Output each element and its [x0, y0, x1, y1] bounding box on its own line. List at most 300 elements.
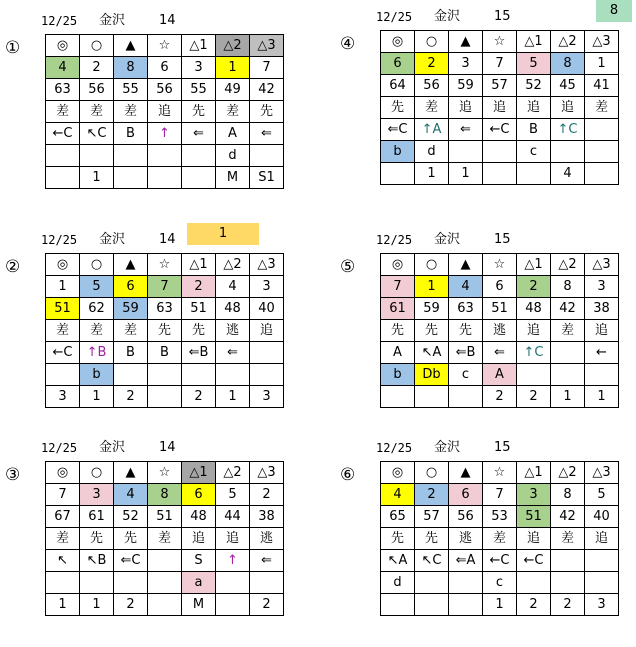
grid-cell — [517, 364, 551, 386]
grid-cell: 追 — [182, 528, 216, 550]
grid-cell: △1 — [517, 254, 551, 276]
grid-cell: △3 — [585, 254, 619, 276]
grid-cell: ☆ — [148, 35, 182, 57]
grid-cell: △2 — [551, 254, 585, 276]
grid-cell: ☆ — [148, 462, 182, 484]
grid-cell: 3 — [449, 53, 483, 75]
grid-cell: 52 — [114, 506, 148, 528]
grid-cell: d — [415, 141, 449, 163]
horse-grid — [45, 461, 284, 616]
grid-cell — [585, 119, 619, 141]
grid-cell — [449, 572, 483, 594]
score-row — [381, 506, 619, 528]
note-row — [381, 141, 619, 163]
grid-cell: 4 — [551, 163, 585, 185]
race-date: 12/25 — [376, 10, 413, 24]
grid-cell — [114, 167, 148, 189]
mark-row — [46, 462, 284, 484]
grid-cell: ○ — [80, 462, 114, 484]
grid-cell: ◎ — [46, 35, 80, 57]
style-row — [46, 528, 284, 550]
style-row — [381, 528, 619, 550]
result-row — [46, 167, 284, 189]
grid-cell: 38 — [585, 298, 619, 320]
grid-cell — [250, 572, 284, 594]
grid-cell: 63 — [148, 298, 182, 320]
score-row — [381, 298, 619, 320]
grid-cell: 先 — [250, 101, 284, 123]
grid-cell: ↑B — [80, 342, 114, 364]
grid-cell: 56 — [80, 79, 114, 101]
grid-cell: ↖C — [80, 123, 114, 145]
grid-cell: M — [182, 594, 216, 616]
race-date: 12/25 — [41, 233, 78, 247]
grid-cell: ▲ — [114, 462, 148, 484]
grid-cell — [449, 594, 483, 616]
grid-cell: M — [216, 167, 250, 189]
grid-cell: 2 — [517, 386, 551, 408]
mark-row — [46, 254, 284, 276]
grid-cell: △1 — [182, 254, 216, 276]
grid-cell: B — [148, 342, 182, 364]
note-row — [46, 572, 284, 594]
grid-cell: 51 — [182, 298, 216, 320]
grid-cell: 差 — [216, 101, 250, 123]
grid-cell: 5 — [585, 484, 619, 506]
grid-cell: 48 — [182, 506, 216, 528]
grid-cell: 逃 — [449, 528, 483, 550]
grid-cell: 差 — [551, 528, 585, 550]
result-row — [46, 594, 284, 616]
grid-cell: ←C — [483, 550, 517, 572]
grid-cell: B — [517, 119, 551, 141]
grid-cell — [250, 364, 284, 386]
grid-cell: 差 — [46, 320, 80, 342]
position-row — [46, 123, 284, 145]
grid-cell: ▲ — [449, 254, 483, 276]
grid-cell: 先 — [182, 320, 216, 342]
grid-cell: ↑C — [517, 342, 551, 364]
grid-cell: 先 — [114, 528, 148, 550]
grid-cell — [216, 572, 250, 594]
grid-cell: 4 — [46, 57, 80, 79]
grid-cell — [80, 572, 114, 594]
mark-row — [381, 254, 619, 276]
grid-cell: 4 — [216, 276, 250, 298]
grid-cell: ▲ — [114, 35, 148, 57]
grid-cell: S1 — [250, 167, 284, 189]
note-row — [46, 145, 284, 167]
grid-cell: 7 — [381, 276, 415, 298]
grid-cell: ○ — [415, 254, 449, 276]
grid-cell — [46, 145, 80, 167]
grid-cell — [585, 550, 619, 572]
grid-cell: △3 — [585, 462, 619, 484]
grid-cell: △1 — [182, 35, 216, 57]
grid-cell — [381, 594, 415, 616]
grid-cell: ◎ — [46, 462, 80, 484]
grid-cell: 6 — [381, 53, 415, 75]
mark-row — [381, 462, 619, 484]
grid-cell: △1 — [517, 462, 551, 484]
grid-cell: b — [381, 364, 415, 386]
grid-cell: 7 — [250, 57, 284, 79]
style-row — [46, 101, 284, 123]
grid-cell: 42 — [551, 506, 585, 528]
grid-cell: 44 — [216, 506, 250, 528]
grid-cell: d — [381, 572, 415, 594]
grid-cell: A — [483, 364, 517, 386]
grid-cell — [415, 594, 449, 616]
grid-cell: d — [216, 145, 250, 167]
grid-cell: 先 — [148, 320, 182, 342]
grid-cell — [483, 163, 517, 185]
grid-cell: 3 — [250, 276, 284, 298]
grid-cell: ◎ — [381, 462, 415, 484]
grid-cell: ◎ — [46, 254, 80, 276]
grid-cell: ↑C — [551, 119, 585, 141]
grid-cell — [483, 141, 517, 163]
race-place: 金沢 — [434, 9, 461, 24]
grid-cell: ☆ — [483, 31, 517, 53]
grid-cell: ↖C — [415, 550, 449, 572]
grid-cell: 1 — [216, 386, 250, 408]
grid-cell: A — [381, 342, 415, 364]
grid-cell: 51 — [517, 506, 551, 528]
grid-cell — [182, 145, 216, 167]
grid-cell: 48 — [216, 298, 250, 320]
score-row — [46, 298, 284, 320]
grid-cell: 追 — [551, 97, 585, 119]
grid-cell — [46, 167, 80, 189]
grid-cell: 1 — [80, 594, 114, 616]
grid-cell: ⇐ — [250, 123, 284, 145]
grid-cell: 6 — [114, 276, 148, 298]
grid-cell: ← — [585, 342, 619, 364]
grid-cell: ←C — [483, 119, 517, 141]
grid-cell: 1 — [46, 276, 80, 298]
grid-cell — [517, 163, 551, 185]
grid-cell: 4 — [381, 484, 415, 506]
style-row — [381, 320, 619, 342]
grid-cell — [585, 364, 619, 386]
grid-cell — [449, 386, 483, 408]
grid-cell — [148, 572, 182, 594]
grid-cell: △3 — [585, 31, 619, 53]
grid-cell — [551, 141, 585, 163]
mark-row — [46, 35, 284, 57]
grid-cell: 8 — [551, 484, 585, 506]
grid-cell: △1 — [517, 31, 551, 53]
grid-cell: 8 — [551, 276, 585, 298]
grid-cell: 40 — [585, 506, 619, 528]
grid-cell: 2 — [250, 594, 284, 616]
grid-cell: A — [216, 123, 250, 145]
grid-cell: 差 — [114, 101, 148, 123]
grid-cell: 1 — [585, 386, 619, 408]
race-number: 15 — [494, 232, 511, 247]
grid-cell: 57 — [415, 506, 449, 528]
grid-cell: 先 — [449, 320, 483, 342]
grid-cell: 追 — [216, 528, 250, 550]
grid-cell: 2 — [182, 276, 216, 298]
grid-cell: 2 — [415, 53, 449, 75]
grid-cell: 56 — [148, 79, 182, 101]
grid-cell: ⇐ — [250, 550, 284, 572]
grid-cell: 41 — [585, 75, 619, 97]
grid-cell: 6 — [483, 276, 517, 298]
grid-cell: 3 — [585, 594, 619, 616]
grid-cell: 5 — [517, 53, 551, 75]
grid-cell: △2 — [551, 462, 585, 484]
grid-cell: 51 — [46, 298, 80, 320]
grid-cell: 3 — [250, 386, 284, 408]
grid-cell — [148, 167, 182, 189]
grid-cell: 48 — [517, 298, 551, 320]
grid-cell: ↑A — [415, 119, 449, 141]
grid-cell: ▲ — [449, 462, 483, 484]
position-row — [46, 342, 284, 364]
panel-number: ① — [5, 38, 21, 58]
result-row — [381, 594, 619, 616]
grid-cell: 3 — [80, 484, 114, 506]
grid-cell: 差 — [148, 528, 182, 550]
grid-cell: 2 — [517, 276, 551, 298]
grid-cell: 先 — [381, 97, 415, 119]
grid-cell: 7 — [148, 276, 182, 298]
race-number: 15 — [494, 9, 511, 24]
grid-cell: b — [381, 141, 415, 163]
grid-cell — [449, 141, 483, 163]
grid-cell: 追 — [483, 97, 517, 119]
grid-cell: 65 — [381, 506, 415, 528]
grid-cell: 3 — [517, 484, 551, 506]
grid-cell: 55 — [114, 79, 148, 101]
grid-cell: 49 — [216, 79, 250, 101]
grid-cell: ○ — [80, 35, 114, 57]
race-place: 金沢 — [434, 232, 461, 247]
grid-cell: b — [80, 364, 114, 386]
position-row — [381, 342, 619, 364]
grid-cell — [381, 386, 415, 408]
horse-grid — [380, 30, 619, 185]
grid-cell: ↑ — [148, 123, 182, 145]
grid-cell: 先 — [381, 528, 415, 550]
grid-cell — [148, 364, 182, 386]
grid-cell: ↖ — [46, 550, 80, 572]
score-row — [381, 75, 619, 97]
race-number: 14 — [159, 440, 176, 455]
grid-cell: 51 — [483, 298, 517, 320]
grid-cell: 追 — [585, 320, 619, 342]
grid-cell: 1 — [483, 594, 517, 616]
grid-cell — [182, 167, 216, 189]
grid-cell: 差 — [46, 101, 80, 123]
grid-cell: 逃 — [483, 320, 517, 342]
grid-cell: 40 — [250, 298, 284, 320]
grid-cell — [148, 594, 182, 616]
race-place: 金沢 — [99, 13, 126, 28]
grid-cell: 追 — [517, 320, 551, 342]
grid-cell: 追 — [250, 320, 284, 342]
grid-cell: 差 — [80, 101, 114, 123]
grid-cell — [250, 342, 284, 364]
panel-number: ② — [5, 257, 21, 277]
grid-cell: ▲ — [449, 31, 483, 53]
style-row — [46, 320, 284, 342]
grid-cell — [216, 364, 250, 386]
grid-cell: 6 — [182, 484, 216, 506]
result-row — [381, 386, 619, 408]
grid-cell: 4 — [449, 276, 483, 298]
horse-grid — [45, 34, 284, 189]
race-date: 12/25 — [376, 441, 413, 455]
grid-cell: 6 — [449, 484, 483, 506]
grid-cell — [114, 572, 148, 594]
result-row — [381, 163, 619, 185]
grid-cell — [585, 572, 619, 594]
grid-cell: 61 — [381, 298, 415, 320]
grid-cell: 42 — [551, 298, 585, 320]
race-panel — [5, 226, 305, 439]
grid-cell: 1 — [449, 163, 483, 185]
grid-cell: 59 — [449, 75, 483, 97]
grid-cell: ←C — [517, 550, 551, 572]
horse-grid — [45, 253, 284, 408]
grid-cell: 2 — [483, 386, 517, 408]
grid-cell: △2 — [216, 462, 250, 484]
grid-cell: 53 — [483, 506, 517, 528]
grid-cell: ⇐A — [449, 550, 483, 572]
grid-cell — [216, 594, 250, 616]
race-number: 14 — [159, 13, 176, 28]
grid-cell: 追 — [148, 101, 182, 123]
grid-cell: 1 — [46, 594, 80, 616]
grid-cell — [551, 342, 585, 364]
grid-cell: △3 — [250, 462, 284, 484]
note-row — [46, 364, 284, 386]
grid-cell: 8 — [114, 57, 148, 79]
grid-cell: 42 — [250, 79, 284, 101]
grid-cell — [182, 364, 216, 386]
grid-cell: △3 — [250, 254, 284, 276]
grid-cell: 67 — [46, 506, 80, 528]
grid-cell — [114, 145, 148, 167]
grid-cell: ⇐ — [216, 342, 250, 364]
grid-cell: 56 — [449, 506, 483, 528]
grid-cell: 38 — [250, 506, 284, 528]
grid-cell: ☆ — [148, 254, 182, 276]
grid-cell: 差 — [415, 97, 449, 119]
grid-cell: ↖A — [415, 342, 449, 364]
grid-cell: c — [517, 141, 551, 163]
grid-cell: 先 — [80, 528, 114, 550]
grid-cell: ←C — [46, 342, 80, 364]
race-place: 金沢 — [434, 440, 461, 455]
grid-cell — [585, 163, 619, 185]
grid-cell: 55 — [182, 79, 216, 101]
horse-grid — [380, 253, 619, 408]
grid-cell — [585, 141, 619, 163]
grid-cell: ○ — [415, 462, 449, 484]
style-row — [381, 97, 619, 119]
panel-number: ⑤ — [340, 257, 356, 277]
grid-cell: 追 — [585, 528, 619, 550]
grid-cell — [148, 386, 182, 408]
grid-cell: △3 — [250, 35, 284, 57]
grid-cell: ◎ — [381, 31, 415, 53]
grid-cell: 2 — [250, 484, 284, 506]
grid-cell: 52 — [517, 75, 551, 97]
panel-number: ⑥ — [340, 465, 356, 485]
grid-cell: ↑ — [216, 550, 250, 572]
grid-cell — [415, 572, 449, 594]
grid-cell — [551, 364, 585, 386]
grid-cell: 追 — [449, 97, 483, 119]
grid-cell: c — [449, 364, 483, 386]
grid-cell: 7 — [46, 484, 80, 506]
grid-cell: ☆ — [483, 462, 517, 484]
grid-cell — [415, 386, 449, 408]
race-panel — [340, 229, 636, 439]
grid-cell: ⇐ — [483, 342, 517, 364]
grid-cell: 差 — [114, 320, 148, 342]
grid-cell — [114, 364, 148, 386]
grid-cell: 1 — [415, 276, 449, 298]
race-place: 金沢 — [99, 232, 126, 247]
grid-cell: 先 — [415, 528, 449, 550]
grid-cell: 差 — [483, 528, 517, 550]
grid-cell — [80, 145, 114, 167]
race-panel — [340, 3, 636, 216]
grid-cell: ←C — [46, 123, 80, 145]
grid-cell: 2 — [114, 386, 148, 408]
grid-cell: 7 — [483, 53, 517, 75]
horse-number-row — [381, 53, 619, 75]
grid-cell: ☆ — [483, 254, 517, 276]
grid-cell: 59 — [415, 298, 449, 320]
grid-cell: 63 — [46, 79, 80, 101]
grid-cell: Db — [415, 364, 449, 386]
grid-cell: 59 — [114, 298, 148, 320]
grid-cell: 56 — [415, 75, 449, 97]
grid-cell: ⇐B — [449, 342, 483, 364]
grid-cell: 61 — [80, 506, 114, 528]
grid-cell — [551, 550, 585, 572]
grid-cell: ↖A — [381, 550, 415, 572]
score-row — [46, 506, 284, 528]
race-place: 金沢 — [99, 440, 126, 455]
horse-grid — [380, 461, 619, 616]
race-date: 12/25 — [41, 14, 78, 28]
grid-cell — [148, 145, 182, 167]
grid-cell: 1 — [415, 163, 449, 185]
grid-cell: ⇐ — [182, 123, 216, 145]
mark-row — [381, 31, 619, 53]
grid-cell: 45 — [551, 75, 585, 97]
grid-cell: 1 — [80, 167, 114, 189]
race-number: 15 — [494, 440, 511, 455]
grid-cell: ⇐C — [114, 550, 148, 572]
extra-badge: 1 — [187, 223, 259, 245]
race-number: 14 — [159, 232, 176, 247]
grid-cell: 先 — [415, 320, 449, 342]
grid-cell: ◎ — [381, 254, 415, 276]
grid-cell: △2 — [216, 254, 250, 276]
grid-cell: a — [182, 572, 216, 594]
panel-number: ③ — [5, 465, 21, 485]
position-row — [381, 119, 619, 141]
